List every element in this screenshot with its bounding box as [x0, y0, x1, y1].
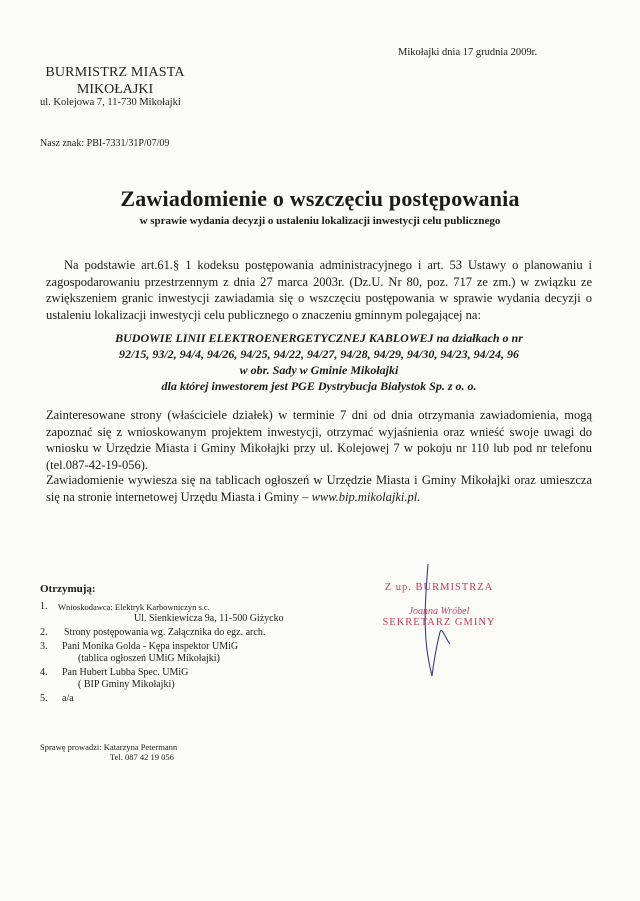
- recipients-heading: Otrzymują:: [40, 583, 96, 595]
- list-item: [40, 693, 340, 705]
- publication-text: Zawiadomienie wywiesza się na tablicach ogłoszeń w Urzędzie Miasta i Gminy Mikołajki oraz umieszcza się na stronie internetowej Urzędu Miasta i Gminy –: [46, 473, 592, 504]
- item-subline: (tablica ogłoszeń UMiG Mikołajki): [78, 653, 220, 664]
- list-item: [40, 601, 340, 625]
- item-subline: ( BIP Gminy Mikołajki): [78, 679, 175, 690]
- project-location: w obr. Sady w Gminie Mikołajki: [239, 363, 399, 377]
- list-item: [40, 627, 340, 639]
- project-description: [46, 330, 592, 394]
- legal-basis-paragraph: Na podstawie art.61.§ 1 kodeksu postępowania administracyjnego i art. 53 Ustawy o planowaniu i zagospodarowaniu przestrzennym z dnia 27 marca 2003r. (Dz.U. Nr 80, poz. 717 ze zm.) w związku ze zwiększeniem granic inwestycji zawiadamia się o wszczęciu postępowania w sprawie wydania decyzji o ustaleniu lokalizacji inwestycji celu publicznego o znaczeniu gminnym polegającej na:: [46, 258, 592, 322]
- item-line: Pan Hubert Lubba Spec. UMiG: [62, 667, 189, 678]
- item-number: 4.: [40, 667, 48, 678]
- issuer-name: [40, 65, 190, 98]
- item-number: 5.: [40, 693, 48, 704]
- item-subline: Ul. Sienkiewicza 9a, 11-500 Giżycko: [134, 613, 284, 624]
- prepared-by: [40, 742, 177, 762]
- recipients-list: [40, 601, 340, 707]
- reference-number: Nasz znak: PBI-7331/31P/07/09: [40, 138, 170, 149]
- item-number: 3.: [40, 641, 48, 652]
- issuer-line2: MIKOŁAJKI: [76, 82, 154, 97]
- document-title: Zawiadomienie o wszczęciu postępowania: [120, 186, 520, 211]
- stamp-line3: SEKRETARZ GMINY: [382, 617, 496, 628]
- document-date: Mikołajki dnia 17 grudnia 2009r.: [398, 47, 538, 58]
- project-investor: dla której inwestorem jest PGE Dystrybucja Białystok Sp. z o. o.: [161, 379, 477, 393]
- list-item: [40, 641, 340, 665]
- parties-paragraph: Zainteresowane strony (właściciele działek) w terminie 7 dni od dnia otrzymania zawiadomienia, mogą zapoznać się z wnioskowanym projektem inwestycji, otrzymać wyjaśnienia oraz wnieść swoje uwagi do wniosku w Urzędzie Miasta i Gminy Mikołajki przy ul. Kolejowej 7 w pokoju nr 110 lub pod nr telefonu (tel.087-42-19-056).: [46, 408, 592, 472]
- stamp-line2: Joanna Wróbel: [408, 606, 470, 617]
- publication-paragraph: [46, 472, 592, 505]
- item-number: 1.: [40, 601, 48, 612]
- item-line: Wnioskodawca: Elektryk Karbowniczyn s.c.: [58, 602, 210, 612]
- item-line: a/a: [62, 693, 74, 704]
- prepared-by-phone: Tel. 087 42 19 056: [110, 752, 174, 762]
- list-item: [40, 667, 340, 691]
- bip-link[interactable]: www.bip.mikolajki.pl.: [311, 489, 421, 504]
- project-parcels: 92/15, 93/2, 94/4, 94/26, 94/25, 94/22, 94/27, 94/28, 94/29, 94/30, 94/23, 94/24, 96: [118, 347, 519, 361]
- item-number: 2.: [40, 627, 48, 638]
- issuer-address: ul. Kolejowa 7, 11-730 Mikołajki: [40, 97, 181, 108]
- stamp-line1: Z up. BURMISTRZA: [384, 582, 494, 593]
- official-stamp: [364, 582, 514, 628]
- item-line: Strony postępowania wg. Załącznika do egz. arch.: [64, 627, 266, 638]
- project-line1: BUDOWIE LINII ELEKTROENERGETYCZNEJ KABLOWEJ na działkach o nr: [115, 331, 523, 345]
- item-line: Pani Monika Golda - Kępa inspektor UMiG: [62, 641, 239, 652]
- document-subtitle: w sprawie wydania decyzji o ustaleniu lokalizacji inwestycji celu publicznego: [139, 215, 501, 227]
- issuer-line1: BURMISTRZ MIASTA: [45, 65, 185, 80]
- prepared-by-name: Sprawę prowadzi: Katarzyna Petermann: [40, 742, 178, 752]
